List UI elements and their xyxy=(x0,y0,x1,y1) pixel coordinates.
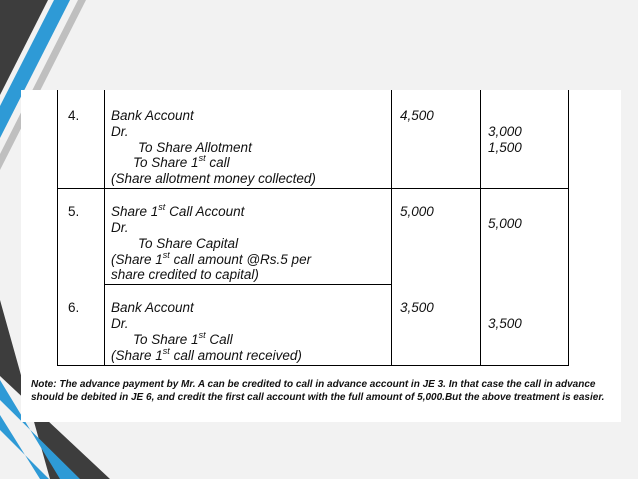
particulars-line: (Share allotment money collected) xyxy=(111,171,316,186)
credit-amount: 3,500 xyxy=(488,316,522,331)
credit-amount: 5,000 xyxy=(488,216,522,231)
particulars-line: Dr. xyxy=(111,316,129,331)
particulars-line: Bank Account xyxy=(111,300,194,315)
credit-amount: 1,500 xyxy=(488,140,522,155)
particulars-line: (Share 1st call amount @Rs.5 per xyxy=(111,249,312,267)
particulars-line: To Share 1st call xyxy=(133,152,230,170)
debit-amount: 5,000 xyxy=(400,204,434,219)
entry-number: 6. xyxy=(68,300,80,315)
debit-amount: 3,500 xyxy=(400,300,434,315)
particulars-line: To Share 1st Call xyxy=(133,329,233,347)
particulars-line: To Share Allotment xyxy=(138,140,252,155)
credit-amount: 3,000 xyxy=(488,124,522,139)
particulars-line: Share 1st Call Account xyxy=(111,201,245,219)
table-border xyxy=(57,365,569,366)
particulars-line: Bank Account xyxy=(111,108,194,123)
particulars-line: To Share Capital xyxy=(138,236,239,251)
table-border xyxy=(104,90,105,365)
table-border xyxy=(480,90,481,365)
table-border xyxy=(57,90,58,365)
entry-number: 4. xyxy=(68,108,80,123)
particulars-line: Dr. xyxy=(111,124,129,139)
table-border xyxy=(391,90,392,365)
particulars-line: Dr. xyxy=(111,220,129,235)
debit-amount: 4,500 xyxy=(400,108,434,123)
journal-entry-document xyxy=(21,90,621,422)
note-text: Note: The advance payment by Mr. A can be credited to call in advance account in JE 3. In that case the call in advance should be debited in JE 6, and credit the first call account with the full amount of 5,000.But the above treatment is easier. xyxy=(31,379,605,403)
table-border xyxy=(104,284,392,285)
table-border xyxy=(568,90,569,365)
particulars-line: (Share 1st call amount received) xyxy=(111,345,302,363)
entry-number: 5. xyxy=(68,204,80,219)
particulars-line: share credited to capital) xyxy=(111,267,259,282)
table-border xyxy=(57,188,569,189)
